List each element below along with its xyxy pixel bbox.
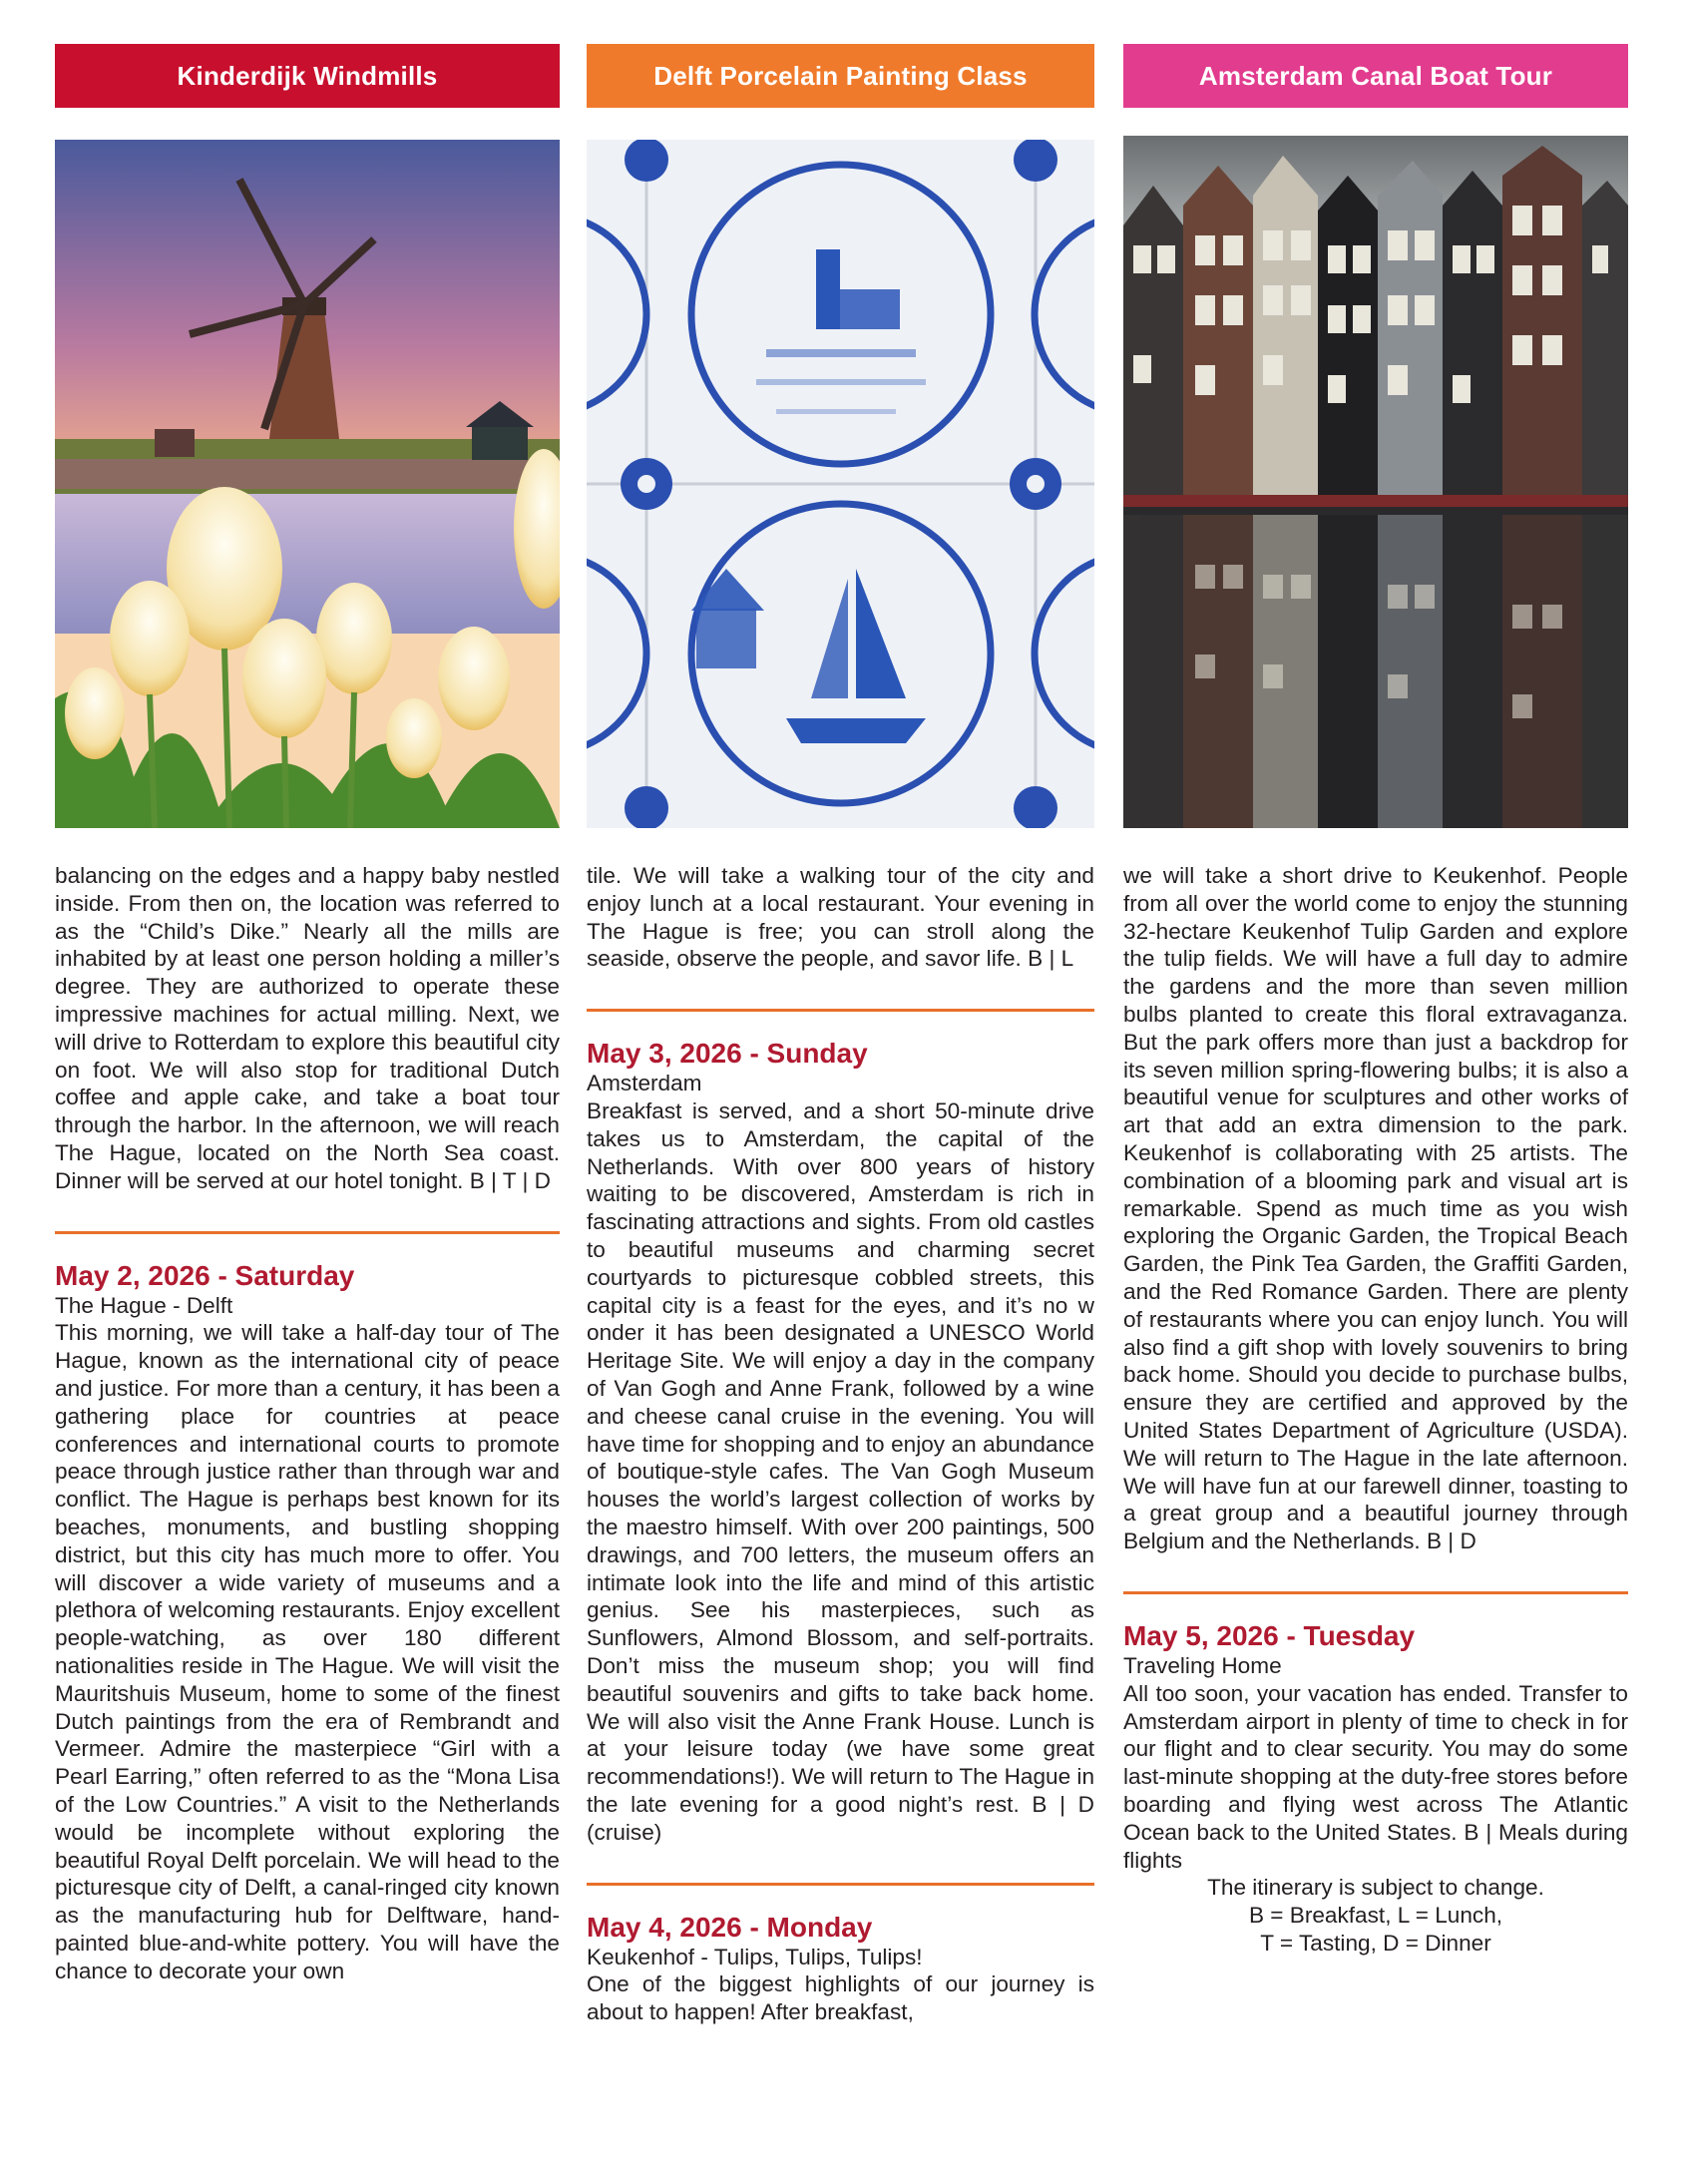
day-heading-may-5: May 5, 2026 - Tuesday [1123,1619,1416,1651]
day-heading-may-2: May 2, 2026 - Saturday [55,1259,355,1291]
day-heading-may-3: May 3, 2026 - Sunday [587,1038,868,1070]
divider [1123,1591,1628,1594]
keukenhof-paragraph: we will take a short drive to Keukenhof. People from all over the world come to enjoy the stunning 32-hectare Keukenhof Tulip Garden and explore the tulip fields. We will have a full day to admire the gardens and the more than seven million bulbs planted to create this floral extravaganza. But the park offers more than just a backdrop for its seven million spring-flowering bulbs; it is also a beautiful venue for sculptures and other works of art that add an extra dimension to the park. Keukenhof is collaborating with 25 artists. The combination of a blooming park and visual art is remarkable. Spend as much time as you wish exploring the Organic Garden, the Tropical Beach Garden, the Pink Tea Garden, the Graffiti Garden, and the Red Romance Garden. There are plenty of restaurants where you can enjoy lunch. You will also find a gift shop with lovely souvenirs to bring back home. Should you decide to purchase bulbs, ensure they are certified and approved by the United States Department of Agriculture (USDA). We will return to The Hague in the late afternoon. We will have fun at our farewell dinner, toasting to a great group and a beautiful journey through Belgium and the Netherlands. B | D [1123,863,1628,1554]
delft-tile-icon [587,140,1094,828]
day-description-may-2: This morning, we will take a half-day tour of The Hague, known as the international city of peace and justice. For more than a century, it has been a gathering place for countries at peace conferences and international courts to promote peace through justice rather than through war and conflict. The Hague is perhaps best known for its beaches, monuments, and bustling shopping district, but this city has much more to offer. You will discover a wide variety of museums and a plethora of welcoming restaurants. Enjoy excellent people-watching, as over 180 different nationalities reside in The Hague. We will visit the Mauritshuis Museum, home to some of the finest Dutch paintings from the era of Rembrandt and Vermeer. Admire the masterpiece “Girl with a Pearl Earring,” often referred to as the “Mona Lisa of the Low Countries.” A visit to the Netherlands would be incomplete without exploring the beautiful Royal Delft porcelain. We will head to the picturesque city of Delft, a canal-ringed city known as the manufacturing hub for Delftware, hand-painted blue-and-white pottery. You will have the chance to decorate your own [55,1320,560,1983]
day-description-may-3: Breakfast is served, and a short 50-minute drive takes us to Amsterdam, the capital of the Netherlands. With over 800 years of history waiting to be discovered, Amsterdam is rich in fascinating attractions and sights. From old castles to beautiful museums and charming secret courtyards to picturesque cobbled streets, this capital city is a feast for the eyes, and it’s no w onder it has been designated a UNESCO World Heritage Site. We will enjoy a day in the company of Van Gogh and Anne Frank, followed by a wine and cheese canal cruise in the evening. You will have time for shopping and to enjoy an abundance of boutique-style cafes. The Van Gogh Museum houses the world’s largest collection of works by the maestro himself. With over 200 paintings, 500 drawings, and 700 letters, the museum offers an intimate look into the life and mind of this artistic genius. See his masterpieces, such as Sunflowers, Almond Blossom, and self-portraits. Don’t miss the museum shop; you will find beautiful souvenirs and gifts to take back home. We will also visit the Anne Frank House. Lunch is at your leisure today (we have some great recommendations!). We will return to The Hague in the late evening for a good night’s rest. B | D (cruise) [587,1097,1095,1845]
day-location-may-5: Traveling Home [1123,1652,1282,1678]
itinerary-note: The itinerary is subject to change. [1207,1875,1544,1901]
column-delft [587,44,1094,2026]
day-location-may-4: Keukenhof - Tulips, Tulips, Tulips! [587,1944,923,1969]
delft-tiles-photo [587,140,1094,828]
windmill-tulips-photo [55,140,560,828]
divider [587,1009,1094,1012]
kinderdijk-paragraph: balancing on the edges and a happy baby nestled inside. From then on, the location was referred to as the “Child’s Dike.” Nearly all the mills are inhabited by at least one person holding a miller’s degree. They are authorized to operate these impressive machines for actual milling. Next, we will drive to Rotterdam to explore this beautiful city on foot. We will also stop for traditional Dutch coffee and apple cake, and take a boat tour through the harbor. In the afternoon, we will reach The Hague, located on the North Sea coast. Dinner will be served at our hotel tonight. B | T | D [55,863,560,1193]
day-location-may-2: The Hague - Delft [55,1292,233,1318]
delft-paragraph: tile. We will take a walking tour of the city and enjoy lunch at a local restaurant. Your evening in The Hague is free; you can stroll along the seaside, observe the people, and savor life. B | L [587,863,1094,972]
column-2-body [587,862,1094,2026]
canal-houses-icon [1123,136,1628,828]
divider [587,1883,1094,1886]
windmill-icon [55,140,560,828]
column-kinderdijk [55,44,560,1984]
meal-legend-line-1: B = Breakfast, L = Lunch, [1248,1903,1503,1929]
day-heading-may-4: May 4, 2026 - Monday [587,1911,873,1943]
column-amsterdam [1123,44,1628,1958]
meal-legend-line-2: T = Tasting, D = Dinner [1260,1930,1491,1956]
day-description-may-4: One of the biggest highlights of our journey is about to happen! After breakfast, [587,1971,1094,2025]
banner-delft-porcelain-class: Delft Porcelain Painting Class [587,44,1094,108]
canal-houses-photo [1123,136,1628,828]
day-location-may-3: Amsterdam [587,1071,702,1096]
column-3-body [1123,862,1628,1958]
column-1-body [55,862,560,1984]
banner-amsterdam-canal-tour: Amsterdam Canal Boat Tour [1123,44,1628,108]
banner-kinderdijk-windmills: Kinderdijk Windmills [55,44,560,108]
day-description-may-5: All too soon, your vacation has ended. Transfer to Amsterdam airport in plenty of time to check in for our flight and to clear security. You may do some last-minute shopping at the duty-free stores before boarding and flying west across The Atlantic Ocean back to the United States. B | Meals during flights [1123,1680,1628,1873]
divider [55,1231,560,1234]
